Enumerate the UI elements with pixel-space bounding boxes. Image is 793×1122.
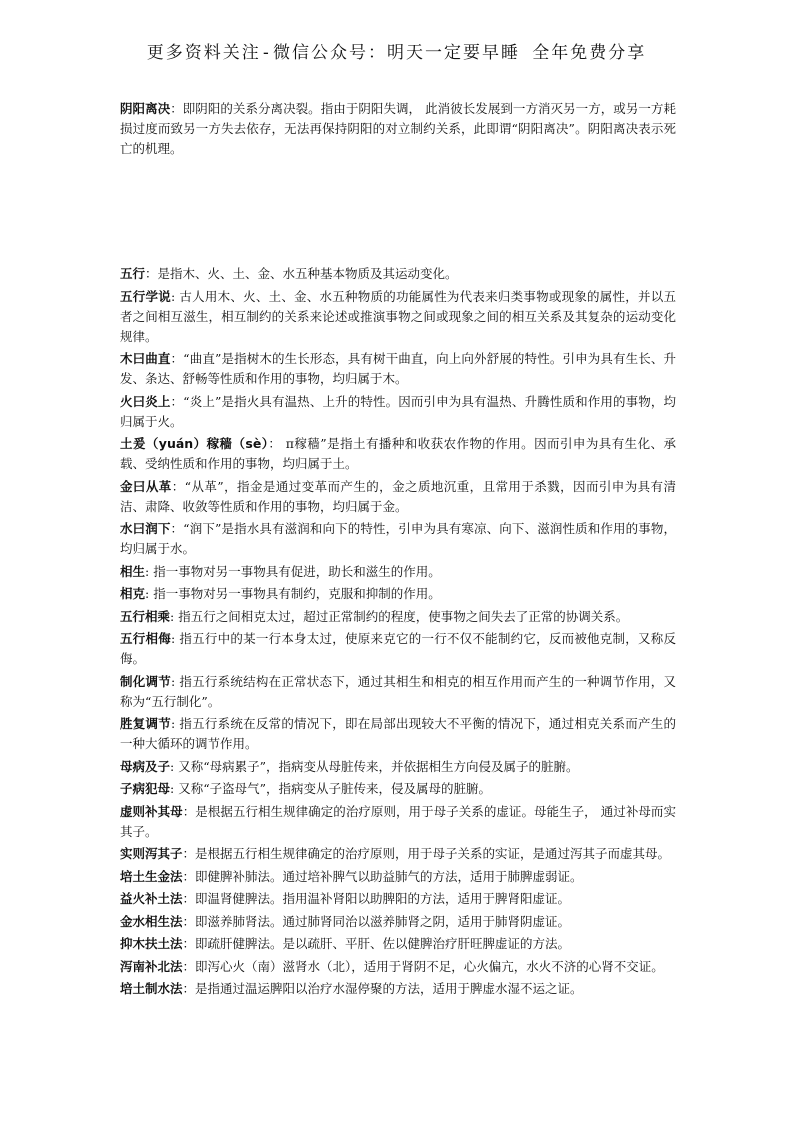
definition-separator: ：: [171, 478, 185, 494]
definition-paragraph: [120, 287, 676, 347]
definition-text: 又称“母病累子”，指病变从母脏传来，并依据相生方向侵及属子的脏腑。: [178, 758, 579, 774]
definition-text: 又称“子盗母气”，指病变从子脏传来，侵及属母的脏腑。: [178, 781, 491, 796]
definition-paragraph: [120, 934, 676, 954]
definition-paragraph: [120, 802, 676, 842]
definition-text: “从革”，指金是通过变革而产生的，金之质地沉重，且常用于杀戮，因而引申为具有清洁、肃降、收敛等性质和作用的事物，均归属于金。: [120, 478, 676, 514]
definition-term: 胜复调节: [120, 716, 171, 731]
definition-term: 实则泻其子: [120, 846, 183, 861]
definition-text: 即温肾健脾法。指用温补肾阳以助脾阳的方法，适用于脾肾阳虚证。: [195, 891, 571, 906]
definition-paragraph: [120, 779, 676, 799]
definition-text: 指五行系统在反常的情况下，即在局部出现较大不平衡的情况下，通过相克关系而产生的一种大循环的调节作用。: [120, 716, 676, 751]
definition-text: “曲直”是指树木的生长形态，具有树干曲直，向上向外舒展的特性。引申为具有生长、升发、条达、舒畅等性质和作用的事物，均归属于木。: [120, 351, 676, 386]
definition-text: “炎上”是指火具有温热、上升的特性。因而引申为具有温热、升腾性质和作用的事物，均归属于火。: [120, 393, 676, 429]
definition-paragraph: [120, 562, 676, 582]
definition-paragraph: [120, 607, 676, 627]
definition-paragraph: [120, 434, 676, 474]
definition-text: 是指木、火、土、金、水五种基本物质及其运动变化。: [157, 266, 458, 281]
definition-term: 母病及子: [120, 758, 171, 774]
section-yinyang: [120, 99, 676, 162]
definition-term: 虚则补其母: [120, 803, 183, 819]
definition-separator: ：: [145, 266, 158, 281]
definition-text: 即泻心火（南）滋肾水（北），适用于肾阴不足，心火偏亢，水火不济的心肾不交证。: [195, 958, 664, 974]
definition-term: 泻南补北法: [120, 958, 183, 974]
definition-separator: ：: [182, 981, 196, 996]
definition-paragraph: [120, 519, 676, 559]
definition-term: 五行相乘: [120, 608, 171, 624]
definition-text: 指一事物对另一事物具有制约，克服和抑制的作用。: [153, 586, 441, 601]
definition-term: 阴阳离决: [120, 101, 171, 116]
definition-text: 指五行中的某一行本身太过，使原来克它的一行不仅不能制约它，反而被他克制，又称反侮。: [120, 631, 676, 666]
definition-separator: ：: [182, 891, 196, 906]
definition-text: “润下”是指水具有滋润和向下的特性，引申为具有寒凉、向下、滋润性质和作用的事物，均归属于水。: [120, 521, 676, 556]
definition-text: 即阴阳的关系分离决裂。指由于阴阳失调， 此消彼长发展到一方消灭另一方，或另一方耗损过度而致另一方失去依存，无法再保持阴阳的对立制约关系，此即谓“阴阳离决”。阴阳离决表示死亡的机理。: [120, 101, 676, 156]
definition-term: 相生: [120, 563, 146, 579]
definition-term: 火曰炎上: [120, 393, 171, 409]
definition-separator: ：: [170, 351, 184, 366]
definition-separator: ：: [170, 521, 184, 536]
definition-separator: ：: [182, 958, 196, 974]
definition-separator: :: [170, 781, 179, 796]
definition-paragraph: [120, 349, 676, 389]
definition-separator: ：: [268, 436, 286, 451]
definition-term: 五行相侮: [120, 631, 171, 646]
definition-separator: :: [170, 288, 180, 304]
definition-text: 即滋养肺肾法。通过肺肾同治以滋养肺肾之阴，适用于肺肾阴虚证。: [195, 913, 571, 929]
definition-paragraph: [120, 629, 676, 669]
definition-term: 金水相生法: [120, 913, 183, 929]
definition-separator: ：: [182, 936, 196, 951]
definition-text: 指一事物对另一事物具有促进，助长和滋生的作用。: [153, 563, 441, 579]
definition-text: 指五行之间相克太过，超过正常制约的程度，使事物之间失去了正常的协调关系。: [178, 608, 629, 624]
definition-text: 是根据五行相生规律确定的治疗原则，用于母子关系的虚证。母能生子， 通过补母而实其子。: [120, 803, 676, 839]
definition-text: 是根据五行相生规律确定的治疗原则，用于母子关系的实证，是通过泻其子而虚其母。: [195, 846, 671, 861]
definition-term: 相克: [120, 586, 146, 601]
definition-text: 指五行系统结构在正常状态下，通过其相生和相克的相互作用而产生的一种调节作用，又称为“五行制化”。: [120, 673, 676, 709]
definition-paragraph: [120, 912, 676, 932]
definition-separator: :: [145, 563, 154, 579]
definition-text: 是指通过温运脾阳以治疗水湿停聚的方法，适用于脾虚水湿不运之证。: [195, 981, 583, 996]
definition-term: 木曰曲直: [120, 351, 171, 366]
definition-separator: ：: [182, 803, 196, 819]
definition-text: 即疏肝健脾法。是以疏肝、平肝、佐以健脾治疗肝旺脾虚证的方法。: [195, 936, 571, 951]
definition-paragraph: [120, 844, 676, 864]
definition-term: 制化调节: [120, 673, 171, 689]
definition-paragraph: [120, 757, 676, 777]
definition-term: 益火补土法: [120, 891, 183, 906]
definition-separator: :: [170, 716, 180, 731]
definition-paragraph: [120, 392, 676, 432]
definition-paragraph: [120, 584, 676, 604]
definition-paragraph: [120, 957, 676, 977]
definition-separator: :: [170, 673, 180, 689]
definition-term: 水曰润下: [120, 521, 171, 536]
definition-paragraph: [120, 99, 676, 159]
definition-paragraph: [120, 889, 676, 909]
definition-text: π稼穑”是指土有播种和收获农作物的作用。因而引申为具有生化、承载、受纳性质和作用的事物，均归属于土。: [120, 436, 676, 471]
definition-text: 古人用木、火、土、金、水五种物质的功能属性为代表来归类事物或现象的属性，并以五者之间相互滋生，相互制约的关系来论述或推演事物之间或现象之间的相互关系及其复杂的运动变化规律。: [120, 288, 676, 344]
definition-separator: ：: [182, 868, 196, 884]
definition-term: 金曰从革: [120, 478, 172, 494]
definition-paragraph: [120, 477, 676, 517]
definition-paragraph: [120, 867, 676, 887]
definition-term: 五行学说: [120, 288, 171, 304]
definition-term: 培土制水法: [120, 981, 183, 996]
definition-paragraph: [120, 979, 676, 999]
definition-separator: :: [170, 608, 179, 624]
definition-separator: ：: [182, 913, 196, 929]
definition-separator: ：: [182, 846, 196, 861]
definition-paragraph: [120, 264, 676, 284]
definition-term: 抑木扶土法: [120, 936, 183, 951]
definition-term: 土爰（yuán）稼穑（sè）: [120, 436, 269, 451]
definition-separator: :: [170, 758, 179, 774]
definition-term: 五行: [120, 266, 146, 281]
page-header: 更多资料关注-微信公众号：明天一定要早睡 全年免费分享: [146, 43, 647, 63]
definition-separator: ：: [170, 101, 183, 116]
definition-term: 培土生金法: [120, 868, 183, 884]
definition-separator: ：: [170, 393, 184, 409]
definition-separator: :: [170, 631, 180, 646]
definition-text: 即健脾补肺法。通过培补脾气以助益肺气的方法，适用于肺脾虚弱证。: [195, 868, 583, 884]
section-wuxing: [120, 264, 676, 1002]
definition-paragraph: [120, 714, 676, 754]
definition-separator: :: [145, 586, 154, 601]
definition-term: 子病犯母: [120, 781, 171, 796]
definition-paragraph: [120, 672, 676, 712]
